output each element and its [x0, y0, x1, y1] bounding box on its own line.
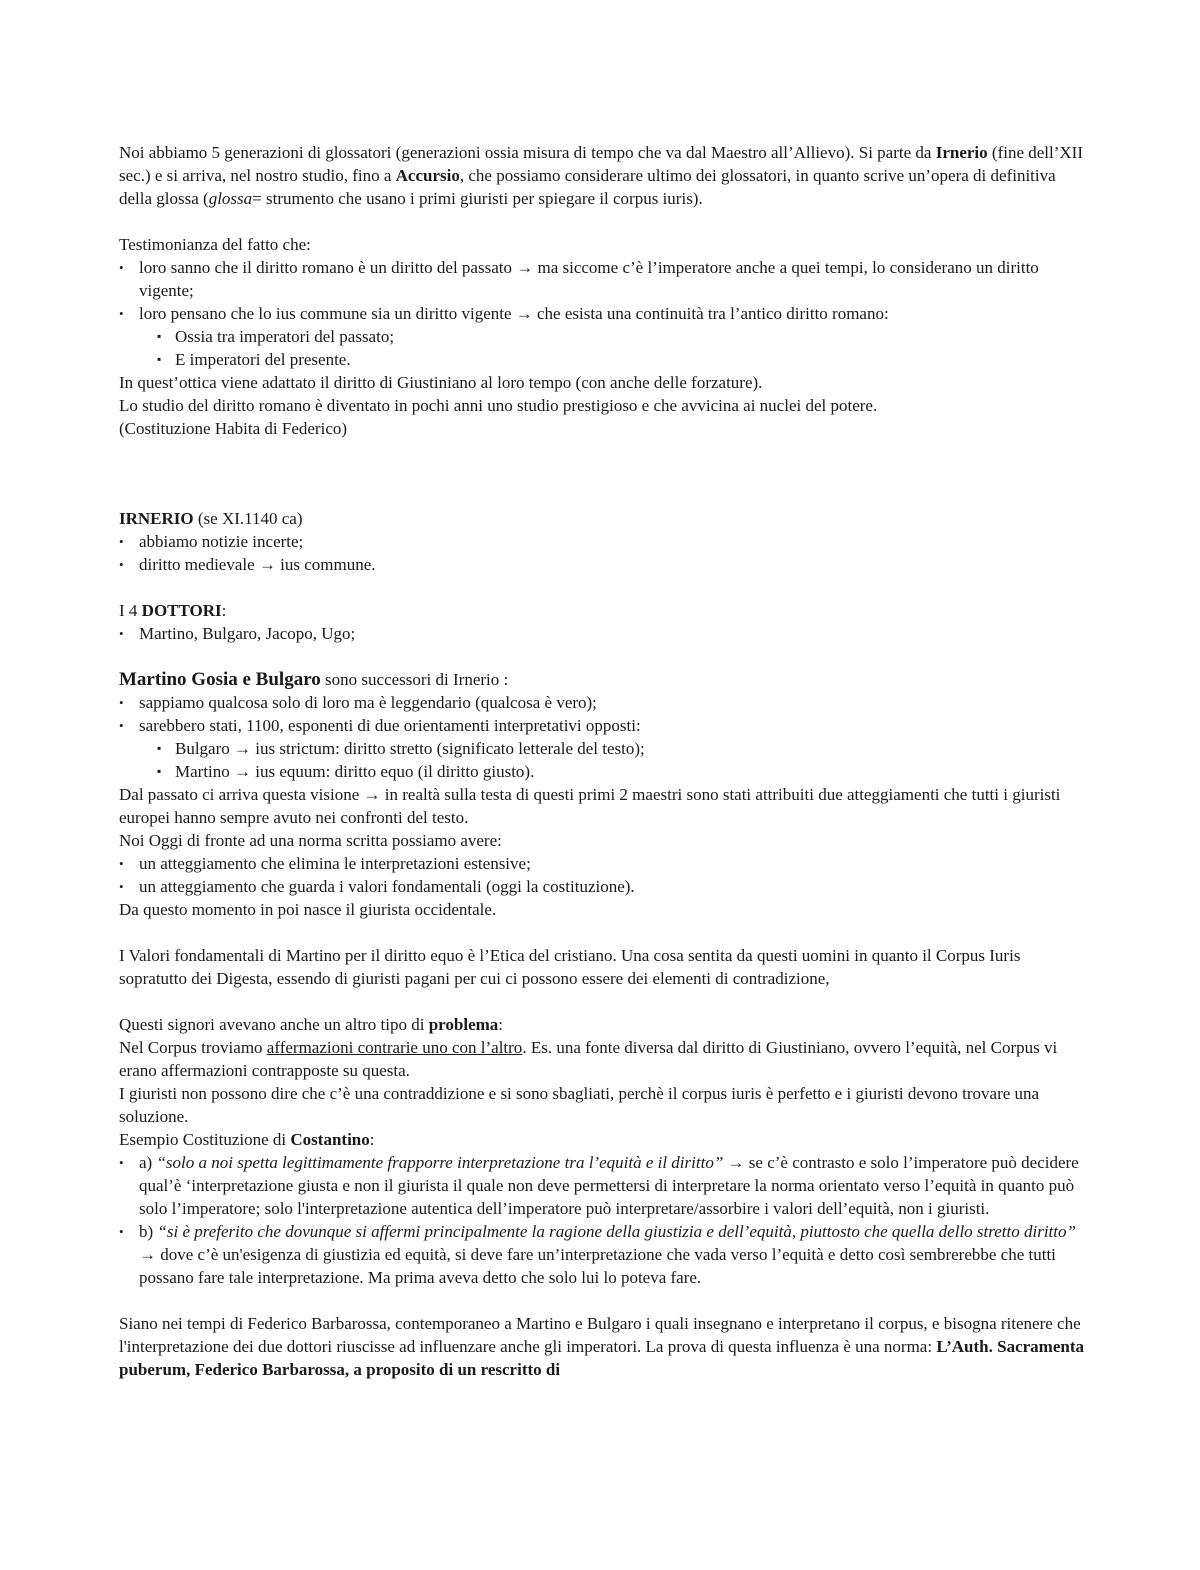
irnerio-term: Irnerio: [935, 143, 988, 162]
dottori-list: [119, 622, 1084, 645]
list-item: • sarebbero stati, 1100, esponenti di due orientamenti interpretativi opposti:: [119, 714, 1084, 737]
document-page: [119, 141, 1084, 1381]
accursio-term: Accursio: [395, 166, 460, 185]
martino-sublist: [119, 737, 1084, 783]
list-item: • b) “si è preferito che dovunque si affermi principalmente la ragione della giustizia e dell’equità, piuttosto che quella dello stretto diritto” → dove c’è un'esigenza di giustizia ed equità, si deve fare un’interpretazione che vada verso l’equità e detto così sembrerebbe che tutti possano fare tale interpretazione. Ma prima aveva detto che solo lui lo poteva fare.: [119, 1220, 1084, 1289]
list-item: • un atteggiamento che guarda i valori fondamentali (oggi la costituzione).: [119, 875, 1084, 898]
text-line: Esempio Costituzione di Costantino:: [119, 1130, 375, 1149]
list-item: • sappiamo qualcosa solo di loro ma è leggendario (qualcosa è vero);: [119, 691, 1084, 714]
list-item: ▪ Bulgaro → ius strictum: diritto stretto (significato letterale del testo);: [119, 737, 1084, 760]
text-line: Da questo momento in poi nasce il giurista occidentale.: [119, 900, 497, 919]
testimonianza-intro: Testimonianza del fatto che:: [119, 235, 311, 254]
irnerio-heading: IRNERIO (se XI.1140 ca): [119, 509, 303, 528]
text-line: (Costituzione Habita di Federico): [119, 419, 348, 438]
text-line: Nel Corpus troviamo affermazioni contrarie uno con l’altro. Es. una fonte diversa dal diritto di Giustiniano, ovvero l’equità, nel Corpus vi erano affermazioni contrapposte su questa.: [119, 1038, 1058, 1080]
text-line: In quest’ottica viene adattato il diritto di Giustiniano al loro tempo (con anche delle forzature).: [119, 373, 763, 392]
irnerio-list: [119, 530, 1084, 576]
testimonianza-list: [119, 256, 1084, 325]
martino-heading: Martino Gosia e Bulgaro sono successori di Irnerio :: [119, 669, 509, 690]
list-item: • abbiamo notizie incerte;: [119, 530, 1084, 553]
list-item: • Martino, Bulgaro, Jacopo, Ugo;: [119, 622, 1084, 645]
martino-list: [119, 691, 1084, 737]
paragraph-glossatori: Noi abbiamo 5 generazioni di glossatori (generazioni ossia misura di tempo che va dal Maestro all’Allievo). Si parte da Irnerio (fine dell’XII sec.) e si arriva, nel nostro studio, fino a Accursio, che possiamo considerare ultimo dei glossatori, in quanto scrive un’opera di definitiva della glossa (glossa= strumento che usano i primi giuristi per spiegare il corpus iuris).: [119, 143, 1083, 208]
list-item: ▪ Martino → ius equum: diritto equo (il diritto giusto).: [119, 760, 1084, 783]
list-item: ▪ E imperatori del presente.: [119, 348, 1084, 371]
text-line: I giuristi non possono dire che c’è una contraddizione e si sono sbagliati, perchè il corpus iuris è perfetto e i giuristi devono trovare una soluzione.: [119, 1084, 1040, 1126]
list-item: • un atteggiamento che elimina le interpretazioni estensive;: [119, 852, 1084, 875]
list-item: • a) “solo a noi spetta legittimamente frapporre interpretazione tra l’equità e il diritto” → se c’è contrasto e solo l’imperatore può decidere qual’è ‘interpretazione giusta e non il giurista il quale non deve permettersi di interpretare la norma orientato verso l’equità in quanto può solo l’imperatore; solo l'interpretazione autentica dell’imperatore può interpretare/assorbire i valori dell’equità, non i giuristi.: [119, 1151, 1084, 1220]
costantino-list: [119, 1151, 1084, 1289]
list-item: • diritto medievale → ius commune.: [119, 553, 1084, 576]
underlined-phrase: affermazioni contrarie uno con l’altro: [266, 1038, 523, 1057]
atteggiamenti-list: [119, 852, 1084, 898]
list-item: ▪ Ossia tra imperatori del passato;: [119, 325, 1084, 348]
glossa-term: glossa: [208, 189, 253, 208]
text-line: Noi Oggi di fronte ad una norma scritta possiamo avere:: [119, 831, 502, 850]
paragraph-barbarossa: Siano nei tempi di Federico Barbarossa, contemporaneo a Martino e Bulgaro i quali insegnano e interpretano il corpus, e bisogna ritenere che l'interpretazione dei due dottori riuscisse ad influenzare anche gli imperatori. La prova di questa influenza è una norma: L’Auth. Sacramenta puberum, Federico Barbarossa, a proposito di un rescritto di: [119, 1314, 1084, 1379]
testimonianza-sublist: [119, 325, 1084, 371]
problema-heading: Questi signori avevano anche un altro tipo di problema:: [119, 1015, 504, 1034]
dottori-heading: I 4 DOTTORI:: [119, 601, 227, 620]
list-item: • loro sanno che il diritto romano è un diritto del passato → ma siccome c’è l’imperatore anche a quei tempi, lo considerano un diritto vigente;: [119, 256, 1084, 302]
list-item: • loro pensano che lo ius commune sia un diritto vigente → che esista una continuità tra l’antico diritto romano:: [119, 302, 1084, 325]
text-line: Dal passato ci arriva questa visione → in realtà sulla testa di questi primi 2 maestri sono stati attribuiti due atteggiamenti che tutti i giuristi europei hanno sempre avuto nei confronti del testo.: [119, 785, 1061, 827]
paragraph-valori: I Valori fondamentali di Martino per il diritto equo è l’Etica del cristiano. Una cosa sentita da questi uomini in quanto il Corpus Iuris sopratutto dei Digesta, essendo di giuristi pagani per cui ci possono essere dei elementi di contradizione,: [119, 946, 1021, 988]
text-line: Lo studio del diritto romano è diventato in pochi anni uno studio prestigioso e che avvicina ai nuclei del potere.: [119, 396, 878, 415]
